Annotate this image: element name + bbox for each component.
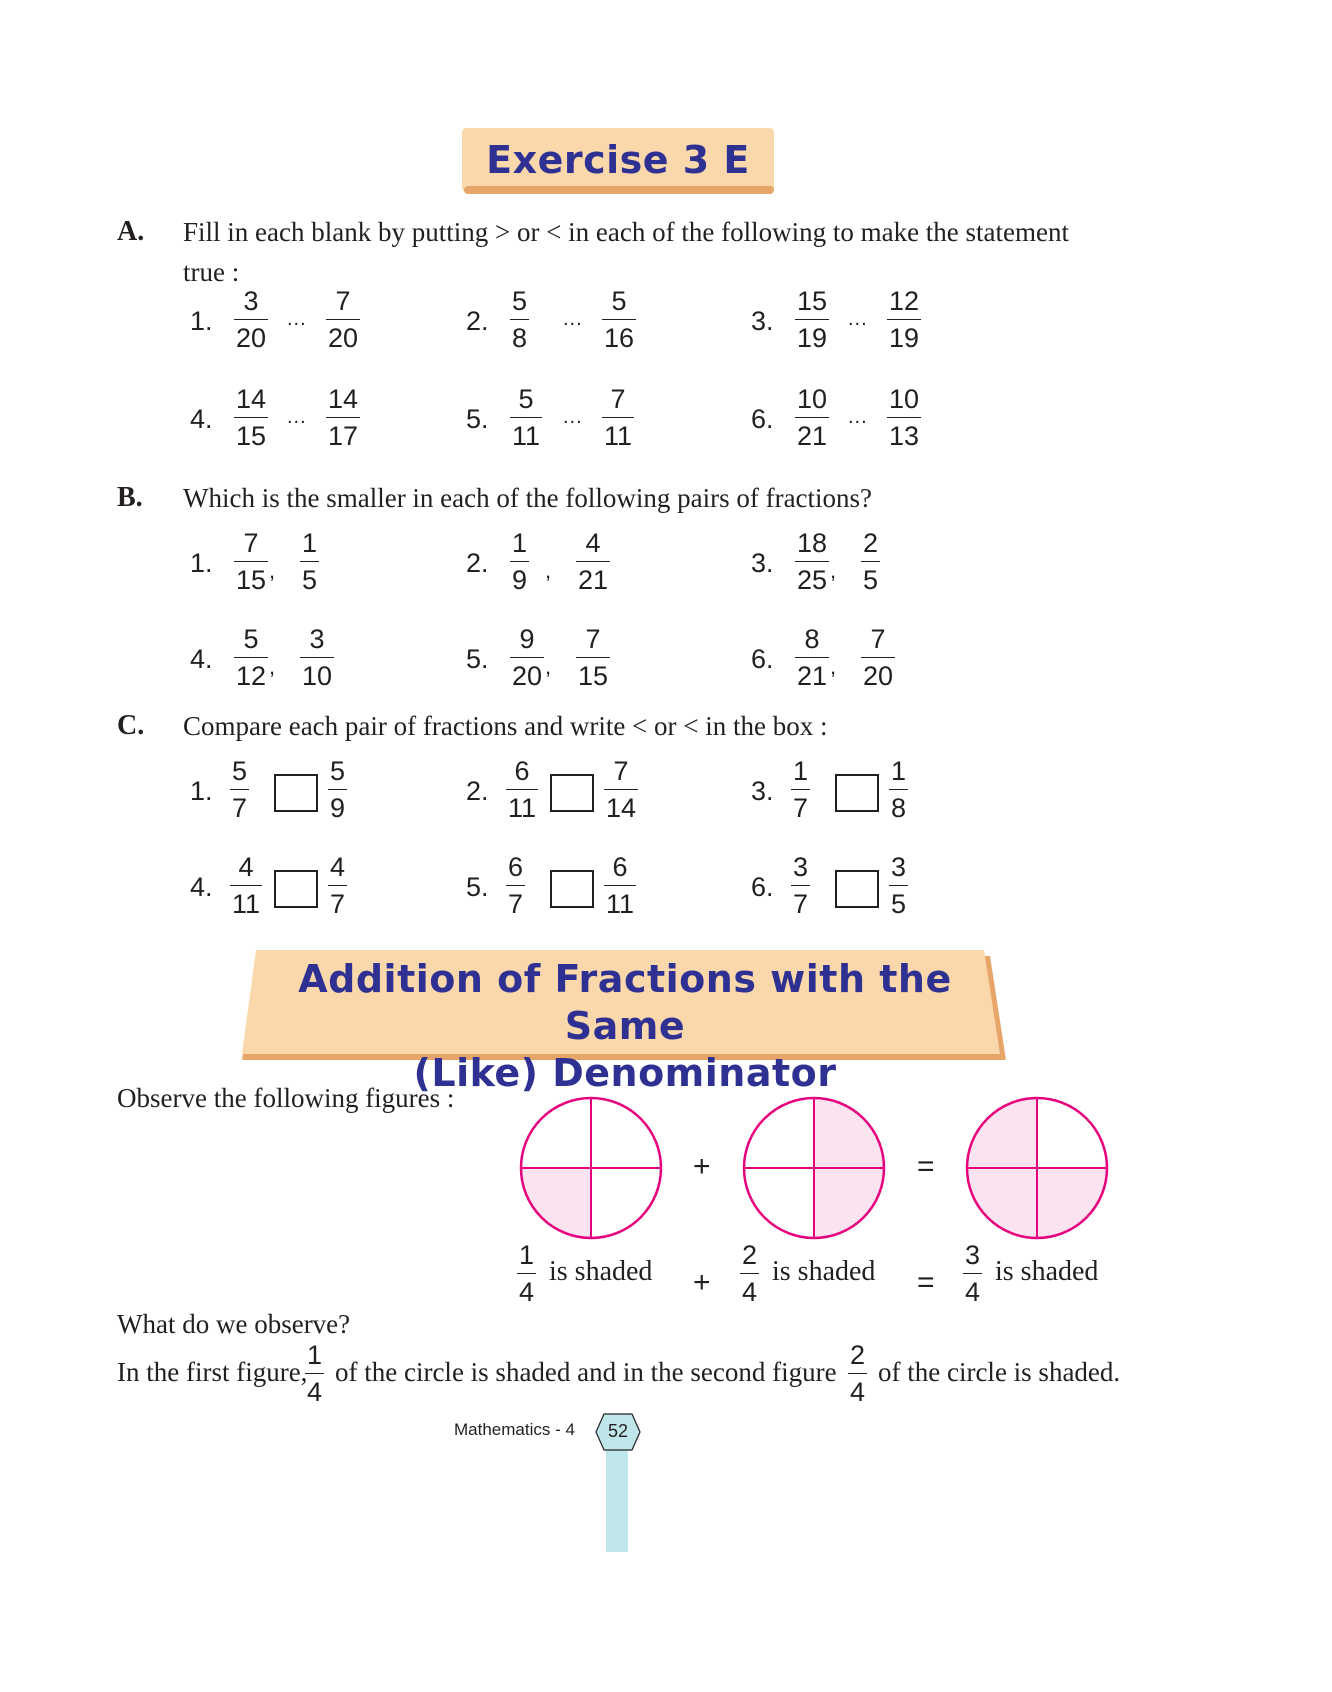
sentence-fraction-1 bbox=[305, 1340, 324, 1407]
left-fraction bbox=[791, 756, 810, 823]
left-fraction bbox=[510, 286, 529, 353]
item-number: 3. bbox=[751, 776, 774, 806]
fraction-bar bbox=[963, 1273, 982, 1274]
right-fraction bbox=[861, 528, 880, 595]
numerator: 5 bbox=[232, 756, 248, 786]
label-fraction-second bbox=[740, 1240, 759, 1307]
equals-sign-figures: = bbox=[917, 1150, 935, 1183]
numerator: 4 bbox=[330, 852, 346, 882]
denominator: 9 bbox=[512, 565, 528, 595]
fraction-bar bbox=[305, 1373, 324, 1374]
right-fraction bbox=[326, 286, 360, 353]
denominator: 20 bbox=[863, 661, 894, 691]
left-fraction bbox=[506, 756, 538, 823]
left-fraction bbox=[230, 852, 262, 919]
observe-question: What do we observe? bbox=[117, 1309, 351, 1339]
item-number: 3. bbox=[751, 306, 774, 336]
denominator: 8 bbox=[891, 793, 907, 823]
plus-sign-figures: + bbox=[693, 1150, 711, 1183]
fraction-bar bbox=[604, 885, 636, 886]
item-number: 2. bbox=[466, 548, 489, 578]
fraction-bar bbox=[795, 657, 829, 658]
denominator: 7 bbox=[330, 889, 346, 919]
left-fraction bbox=[234, 624, 268, 691]
fraction-bar bbox=[795, 319, 829, 320]
label-fraction-third bbox=[963, 1240, 982, 1307]
denominator: 11 bbox=[512, 421, 541, 451]
item-number: 6. bbox=[751, 872, 774, 902]
answer-box[interactable] bbox=[835, 870, 879, 908]
right-fraction bbox=[328, 756, 347, 823]
numerator: 6 bbox=[508, 852, 524, 882]
footer-tab-strip bbox=[606, 1440, 628, 1552]
numerator: 3 bbox=[243, 286, 259, 316]
label-shaded-second: is shaded bbox=[772, 1256, 876, 1287]
denominator: 16 bbox=[604, 323, 635, 353]
denominator: 15 bbox=[578, 661, 609, 691]
answer-box[interactable] bbox=[274, 774, 318, 812]
section-a-line1: Fill in each blank by putting > or < in each of the following to make the statement bbox=[183, 217, 1070, 247]
right-fraction bbox=[887, 286, 921, 353]
sentence-fraction-2 bbox=[848, 1340, 867, 1407]
right-fraction bbox=[576, 528, 610, 595]
answer-box[interactable] bbox=[550, 870, 594, 908]
numerator: 1 bbox=[302, 528, 318, 558]
denominator: 5 bbox=[302, 565, 318, 595]
numerator: 2 bbox=[863, 528, 879, 558]
fraction-bar bbox=[861, 561, 880, 562]
numerator: 5 bbox=[512, 286, 528, 316]
denominator: 5 bbox=[891, 889, 907, 919]
denominator: 7 bbox=[508, 889, 524, 919]
denominator: 4 bbox=[519, 1277, 535, 1307]
denominator: 19 bbox=[797, 323, 828, 353]
denominator: 7 bbox=[232, 793, 248, 823]
item-number: 2. bbox=[466, 306, 489, 336]
fraction-bar bbox=[861, 657, 895, 658]
left-fraction bbox=[795, 624, 829, 691]
item-number: 1. bbox=[190, 306, 213, 336]
blank-dots: ... bbox=[287, 308, 307, 330]
denominator: 19 bbox=[889, 323, 920, 353]
numerator: 9 bbox=[519, 624, 535, 654]
fraction-bar bbox=[234, 417, 268, 418]
addition-title bbox=[250, 956, 1000, 1097]
denominator: 20 bbox=[236, 323, 267, 353]
item-number: 6. bbox=[751, 404, 774, 434]
left-fraction bbox=[234, 384, 268, 451]
numerator: 1 bbox=[891, 756, 907, 786]
denominator: 4 bbox=[850, 1377, 866, 1407]
denominator: 12 bbox=[236, 661, 267, 691]
numerator: 3 bbox=[793, 852, 809, 882]
right-fraction bbox=[576, 624, 610, 691]
observe-sentence-part3: of the circle is shaded. bbox=[878, 1357, 1121, 1387]
left-fraction bbox=[506, 852, 525, 919]
item-number: 1. bbox=[190, 776, 213, 806]
fraction-bar bbox=[328, 885, 347, 886]
numerator: 6 bbox=[514, 756, 530, 786]
section-a-letter: A. bbox=[117, 216, 145, 247]
denominator: 5 bbox=[863, 565, 879, 595]
numerator: 7 bbox=[870, 624, 886, 654]
right-fraction bbox=[861, 624, 895, 691]
numerator: 7 bbox=[243, 528, 259, 558]
answer-box[interactable] bbox=[550, 774, 594, 812]
denominator: 11 bbox=[606, 889, 635, 919]
left-fraction bbox=[510, 384, 542, 451]
fraction-bar bbox=[887, 417, 921, 418]
right-fraction bbox=[300, 528, 319, 595]
addition-title-line1: Addition of Fractions with the Same bbox=[298, 957, 952, 1048]
numerator: 7 bbox=[613, 756, 629, 786]
numerator: 7 bbox=[610, 384, 626, 414]
item-number: 6. bbox=[751, 644, 774, 674]
numerator: 4 bbox=[585, 528, 601, 558]
denominator: 9 bbox=[330, 793, 346, 823]
right-fraction bbox=[887, 384, 921, 451]
left-fraction bbox=[230, 756, 249, 823]
blank-dots: ... bbox=[848, 308, 868, 330]
addition-title-line2: (Like) Denominator bbox=[413, 1051, 837, 1095]
numerator: 1 bbox=[512, 528, 528, 558]
numerator: 7 bbox=[585, 624, 601, 654]
fraction-bar bbox=[887, 319, 921, 320]
fraction-bar bbox=[602, 417, 634, 418]
page-number: 52 bbox=[607, 1421, 629, 1441]
fraction-bar bbox=[740, 1273, 759, 1274]
numerator: 3 bbox=[891, 852, 907, 882]
right-fraction bbox=[300, 624, 334, 691]
numerator: 14 bbox=[328, 384, 359, 414]
numerator: 5 bbox=[518, 384, 534, 414]
blank-dots: ... bbox=[287, 406, 307, 428]
denominator: 25 bbox=[797, 565, 828, 595]
right-fraction bbox=[602, 286, 636, 353]
fraction-bar bbox=[602, 319, 636, 320]
fraction-bar bbox=[576, 561, 610, 562]
fraction-bar bbox=[510, 657, 544, 658]
left-fraction bbox=[234, 286, 268, 353]
left-fraction bbox=[795, 384, 829, 451]
fraction-bar bbox=[328, 789, 347, 790]
right-fraction bbox=[602, 384, 634, 451]
item-number: 4. bbox=[190, 404, 213, 434]
left-fraction bbox=[791, 852, 810, 919]
plus-sign-labels: + bbox=[693, 1266, 711, 1299]
section-b-letter: B. bbox=[117, 482, 143, 513]
numerator: 1 bbox=[519, 1240, 535, 1270]
fraction-bar bbox=[576, 657, 610, 658]
fraction-bar bbox=[889, 789, 908, 790]
comma: , bbox=[830, 654, 837, 679]
right-fraction bbox=[326, 384, 360, 451]
fraction-bar bbox=[230, 885, 262, 886]
numerator: 12 bbox=[889, 286, 920, 316]
fraction-bar bbox=[506, 885, 525, 886]
denominator: 21 bbox=[797, 661, 828, 691]
numerator: 2 bbox=[850, 1340, 866, 1370]
fraction-bar bbox=[889, 885, 908, 886]
right-fraction bbox=[604, 852, 636, 919]
comma: , bbox=[545, 654, 552, 679]
left-fraction bbox=[510, 528, 529, 595]
numerator: 1 bbox=[307, 1340, 323, 1370]
item-number: 5. bbox=[466, 872, 489, 902]
comma: , bbox=[269, 558, 276, 583]
numerator: 4 bbox=[238, 852, 254, 882]
blank-dots: ... bbox=[848, 406, 868, 428]
fraction-bar bbox=[506, 789, 538, 790]
fraction-bar bbox=[300, 561, 319, 562]
label-shaded-third: is shaded bbox=[995, 1256, 1099, 1287]
item-number: 2. bbox=[466, 776, 489, 806]
denominator: 4 bbox=[307, 1377, 323, 1407]
item-number: 1. bbox=[190, 548, 213, 578]
denominator: 11 bbox=[508, 793, 537, 823]
denominator: 11 bbox=[604, 421, 633, 451]
numerator: 5 bbox=[611, 286, 627, 316]
denominator: 4 bbox=[742, 1277, 758, 1307]
fraction-bar bbox=[795, 417, 829, 418]
exercise-title: Exercise 3 E bbox=[486, 138, 750, 182]
observe-sentence-part2: of the circle is shaded and in the second figure bbox=[335, 1357, 837, 1387]
comma: , bbox=[830, 558, 837, 583]
fraction-bar bbox=[510, 319, 529, 320]
fraction-bar bbox=[848, 1373, 867, 1374]
right-fraction bbox=[889, 756, 908, 823]
left-fraction bbox=[234, 528, 268, 595]
fraction-bar bbox=[510, 417, 542, 418]
fraction-bar bbox=[791, 885, 810, 886]
numerator: 7 bbox=[335, 286, 351, 316]
item-number: 3. bbox=[751, 548, 774, 578]
denominator: 8 bbox=[512, 323, 528, 353]
fraction-bar bbox=[234, 319, 268, 320]
fraction-bar bbox=[326, 417, 360, 418]
denominator: 20 bbox=[328, 323, 359, 353]
denominator: 15 bbox=[236, 421, 267, 451]
numerator: 10 bbox=[889, 384, 920, 414]
numerator: 3 bbox=[965, 1240, 981, 1270]
left-fraction bbox=[795, 286, 829, 353]
answer-box[interactable] bbox=[835, 774, 879, 812]
observe-text: Observe the following figures : bbox=[117, 1083, 455, 1113]
fraction-bar bbox=[234, 657, 268, 658]
item-number: 4. bbox=[190, 872, 213, 902]
denominator: 11 bbox=[232, 889, 261, 919]
fraction-bar bbox=[234, 561, 268, 562]
item-number: 5. bbox=[466, 644, 489, 674]
denominator: 21 bbox=[797, 421, 828, 451]
denominator: 7 bbox=[793, 889, 809, 919]
denominator: 4 bbox=[965, 1277, 981, 1307]
footer-book-title: Mathematics - 4 bbox=[454, 1420, 575, 1439]
fraction-circles bbox=[500, 1090, 1130, 1250]
left-fraction bbox=[510, 624, 544, 691]
section-a-line2: true : bbox=[183, 257, 240, 287]
numerator: 14 bbox=[236, 384, 267, 414]
numerator: 5 bbox=[330, 756, 346, 786]
left-fraction bbox=[795, 528, 829, 595]
fraction-bar bbox=[795, 561, 829, 562]
observe-sentence-part1: In the first figure, bbox=[117, 1357, 308, 1387]
blank-dots: ... bbox=[563, 406, 583, 428]
denominator: 10 bbox=[302, 661, 333, 691]
fraction-bar bbox=[791, 789, 810, 790]
right-fraction bbox=[328, 852, 347, 919]
numerator: 8 bbox=[804, 624, 820, 654]
numerator: 6 bbox=[612, 852, 628, 882]
item-number: 5. bbox=[466, 404, 489, 434]
denominator: 7 bbox=[793, 793, 809, 823]
answer-box[interactable] bbox=[274, 870, 318, 908]
equals-sign-labels: = bbox=[917, 1266, 935, 1299]
numerator: 10 bbox=[797, 384, 828, 414]
numerator: 3 bbox=[309, 624, 325, 654]
fraction-bar bbox=[517, 1273, 536, 1274]
numerator: 1 bbox=[793, 756, 809, 786]
right-fraction bbox=[889, 852, 908, 919]
item-number: 4. bbox=[190, 644, 213, 674]
section-a-instruction bbox=[183, 212, 1183, 292]
denominator: 14 bbox=[606, 793, 637, 823]
comma: , bbox=[269, 654, 276, 679]
label-shaded-first: is shaded bbox=[549, 1256, 653, 1287]
denominator: 21 bbox=[578, 565, 609, 595]
fraction-bar bbox=[300, 657, 334, 658]
fraction-bar bbox=[230, 789, 249, 790]
right-fraction bbox=[604, 756, 638, 823]
denominator: 15 bbox=[236, 565, 267, 595]
fraction-bar bbox=[510, 561, 529, 562]
section-b-instruction: Which is the smaller in each of the following pairs of fractions? bbox=[183, 483, 873, 513]
denominator: 17 bbox=[328, 421, 359, 451]
numerator: 5 bbox=[243, 624, 259, 654]
denominator: 13 bbox=[889, 421, 920, 451]
denominator: 20 bbox=[512, 661, 543, 691]
numerator: 18 bbox=[797, 528, 828, 558]
blank-dots: ... bbox=[563, 308, 583, 330]
comma: , bbox=[545, 558, 552, 583]
fraction-bar bbox=[326, 319, 360, 320]
numerator: 15 bbox=[797, 286, 828, 316]
numerator: 2 bbox=[742, 1240, 758, 1270]
fraction-bar bbox=[604, 789, 638, 790]
section-c-instruction: Compare each pair of fractions and write < or < in the box : bbox=[183, 711, 828, 741]
label-fraction-first bbox=[517, 1240, 536, 1307]
section-c-letter: C. bbox=[117, 710, 145, 741]
